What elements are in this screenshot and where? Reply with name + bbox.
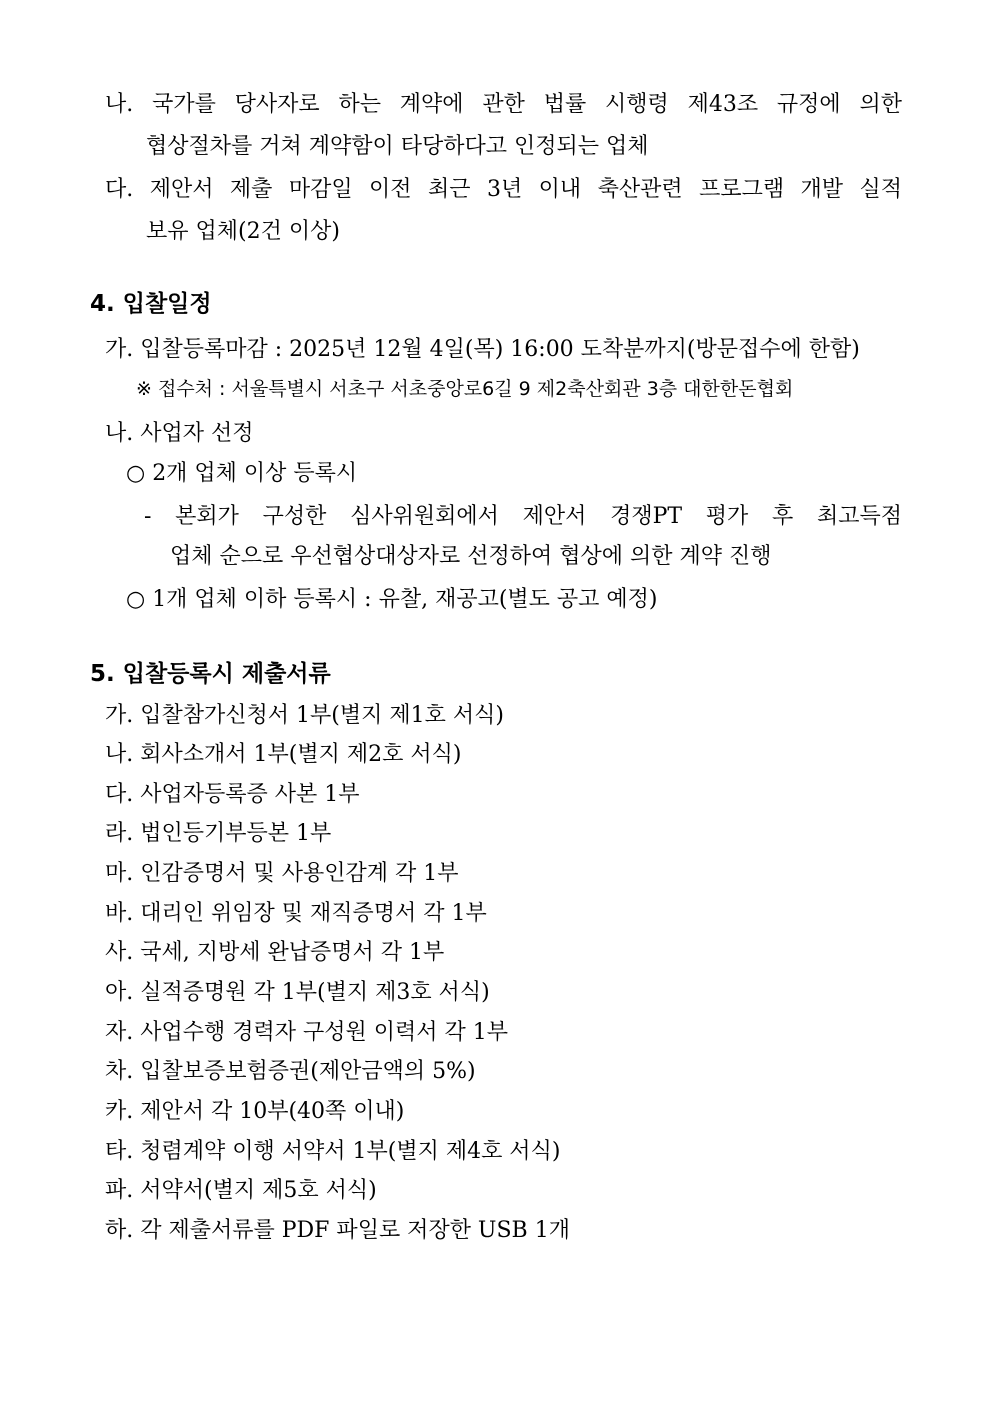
item-na-line1: 나. 국가를 당사자로 하는 계약에 관한 법률 시행령 제43조 규정에 의한 [105,92,902,117]
section5-item: 차. 입찰보증보험증권(제안금액의 5%) [105,1059,476,1084]
section4-title: 4. 입찰일정 [90,291,212,317]
section5-item: 아. 실적증명원 각 1부(별지 제3호 서식) [105,980,490,1005]
section4-item-na: 나. 사업자 선정 [105,421,254,446]
section5-item: 라. 법인등기부등본 1부 [105,821,332,846]
section4-dash-line2: 업체 순으로 우선협상대상자로 선정하여 협상에 의한 계약 진행 [170,544,772,569]
section4-bullet2: ○ 1개 업체 이하 등록시 : 유찰, 재공고(별도 공고 예정) [126,587,658,612]
section5-item: 가. 입찰참가신청서 1부(별지 제1호 서식) [105,703,504,728]
section4-item-ga: 가. 입찰등록마감 : 2025년 12월 4일(목) 16:00 도착분까지(방문접수에 한함) [105,337,860,362]
section4-dash-line1: - 본회가 구성한 심사위원회에서 제안서 경쟁PT 평가 후 최고득점 [144,504,902,529]
item-na-line2: 협상절차를 거쳐 계약함이 타당하다고 인정되는 업체 [146,134,649,159]
section5-item: 파. 서약서(별지 제5호 서식) [105,1178,377,1203]
item-da-line2: 보유 업체(2건 이상) [146,219,340,244]
section4-bullet1: ○ 2개 업체 이상 등록시 [126,461,358,486]
section5-item: 하. 각 제출서류를 PDF 파일로 저장한 USB 1개 [105,1218,570,1243]
section5-item: 사. 국세, 지방세 완납증명서 각 1부 [105,940,445,965]
section5-item: 자. 사업수행 경력자 구성원 이력서 각 1부 [105,1020,508,1045]
item-da-line1: 다. 제안서 제출 마감일 이전 최근 3년 이내 축산관련 프로그램 개발 실적 [105,177,902,202]
section5-item: 나. 회사소개서 1부(별지 제2호 서식) [105,742,462,767]
section5-title: 5. 입찰등록시 제출서류 [90,661,331,687]
section5-item: 카. 제안서 각 10부(40쪽 이내) [105,1099,405,1124]
section5-item: 다. 사업자등록증 사본 1부 [105,782,360,807]
section5-item: 마. 인감증명서 및 사용인감계 각 1부 [105,861,459,886]
section5-item: 바. 대리인 위임장 및 재직증명서 각 1부 [105,901,487,926]
section4-note: ※ 접수처 : 서울특별시 서초구 서초중앙로6길 9 제2축산회관 3층 대한한돈협회 [136,378,794,400]
section5-item: 타. 청렴계약 이행 서약서 1부(별지 제4호 서식) [105,1139,561,1164]
